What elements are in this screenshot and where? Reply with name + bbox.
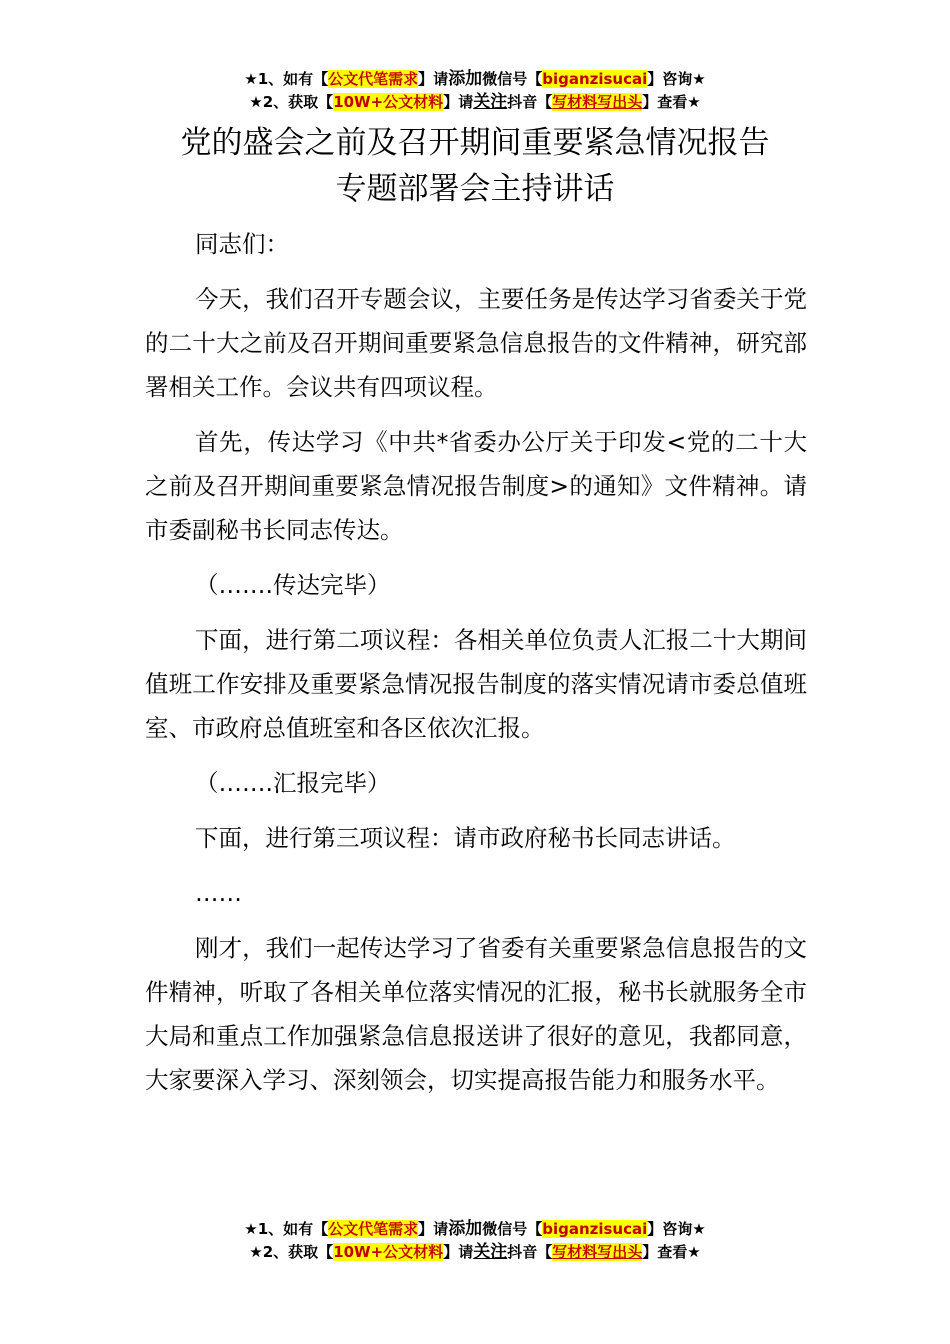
paragraph: 今天，我们召开专题会议，主要任务是传达学习省委关于党的二十大之前及召开期间重要紧急信息报告的文件精神，研究部署相关工作。会议共有四项议程。	[145, 285, 807, 401]
paragraph: 首先，传达学习《中共*省委办公厅关于印发<党的二十大之前及召开期间重要紧急情况报告制度>的通知》文件精神。请市委副秘书长同志传达。	[145, 428, 807, 544]
document-body	[145, 222, 807, 1113]
promo-text: 】请	[418, 1220, 449, 1238]
promo-emphasis: 添加	[448, 1219, 483, 1239]
promo-emphasis: 关注	[473, 1242, 508, 1262]
promo-text: ★2、获取【	[249, 1243, 334, 1261]
paragraph: 下面，进行第三项议程：请市政府秘书长同志讲话。	[195, 824, 736, 852]
promo-highlight: 10W+公文材料	[333, 1243, 444, 1261]
promo-highlight: 写材料写出头	[552, 93, 643, 111]
bottom-promo-banner	[0, 1218, 950, 1264]
promo-text: 抖音【	[507, 93, 553, 111]
promo-highlight: 10W+公文材料	[333, 93, 444, 111]
promo-line-2	[0, 91, 950, 114]
promo-text: 微信号【	[482, 1220, 543, 1238]
promo-text: 】请	[443, 1243, 474, 1261]
promo-text: 】请	[418, 70, 449, 88]
top-promo-banner	[0, 68, 950, 114]
promo-text: ★2、获取【	[249, 93, 334, 111]
promo-highlight: biganzisucai	[542, 70, 648, 88]
promo-text: 】请	[443, 93, 474, 111]
title-line-2: 专题部署会主持讲话	[335, 171, 615, 207]
paragraph: 下面，进行第二项议程：各相关单位负责人汇报二十大期间值班工作安排及重要紧急情况报告制度的落实情况请市委总值班室、市政府总值班室和各区依次汇报。	[145, 626, 807, 742]
promo-text: ★1、如有【	[244, 1220, 329, 1238]
paragraph: 同志们：	[195, 230, 289, 258]
promo-text: 】咨询★	[647, 70, 706, 88]
promo-emphasis: 添加	[448, 69, 483, 89]
promo-highlight: 公文代笔需求	[328, 70, 419, 88]
title-line-1: 党的盛会之前及召开期间重要紧急情况报告	[180, 125, 770, 161]
promo-text: 抖音【	[507, 1243, 553, 1261]
paragraph: 刚才，我们一起传达学习了省委有关重要紧急信息报告的文件精神，听取了各相关单位落实情况的汇报，秘书长就服务全市大局和重点工作加强紧急信息报送讲了很好的意见，我都同意，大家要深入学习、深刻领会，切实提高报告能力和服务水平。	[145, 934, 807, 1094]
document-title	[0, 120, 950, 212]
promo-text: 】查看★	[642, 93, 701, 111]
promo-highlight: biganzisucai	[542, 1220, 648, 1238]
promo-line-1	[0, 68, 950, 91]
promo-highlight: 写材料写出头	[552, 1243, 643, 1261]
promo-emphasis: 关注	[473, 92, 508, 112]
promo-text: 】查看★	[642, 1243, 701, 1261]
promo-line-1	[0, 1218, 950, 1241]
promo-text: ★1、如有【	[244, 70, 329, 88]
promo-highlight: 公文代笔需求	[328, 1220, 419, 1238]
promo-text: 微信号【	[482, 70, 543, 88]
paragraph: （…….汇报完毕）	[195, 769, 391, 797]
paragraph: （…….传达完毕）	[195, 571, 391, 599]
promo-text: 】咨询★	[647, 1220, 706, 1238]
promo-line-2	[0, 1241, 950, 1264]
paragraph: ……	[195, 879, 242, 907]
